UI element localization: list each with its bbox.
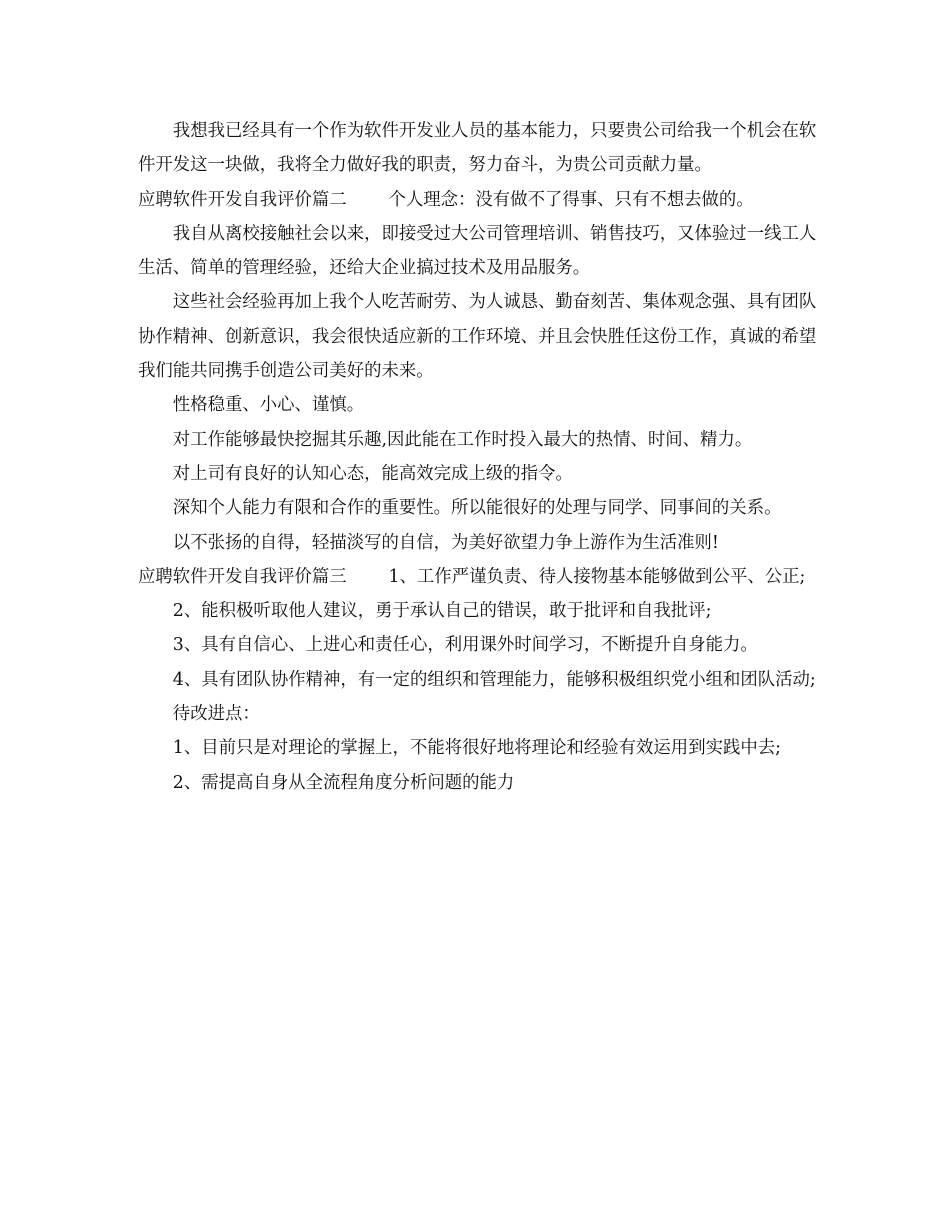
list-item-2: 2、能积极听取他人建议，勇于承认自己的错误，敢于批评和自我批评; — [172, 601, 712, 622]
paragraph-personality: 性格稳重、小心、谨慎。 — [172, 395, 365, 416]
improvement-heading: 待改进点： — [172, 704, 260, 725]
document-body — [138, 114, 828, 800]
improvement-item-2: 2、需提高自身从全流程角度分析问题的能力 — [172, 772, 515, 793]
paragraph-cooperation: 深知个人能力有限和合作的重要性。所以能很好的处理与同学、同事间的关系。 — [172, 498, 782, 519]
section-two-philosophy: 个人理念：没有做不了得事、只有不想去做的。 — [388, 189, 754, 210]
section-heading-three: 应聘软件开发自我评价篇三 — [138, 566, 347, 587]
paragraph-experience: 我自从离校接触社会以来，即接受过大公司管理培训、销售技巧，又体验过一线工人生活、简单的管理经验，还给大企业搞过技术及用品服务。 — [138, 223, 817, 279]
paragraph-qualities: 这些社会经验再加上我个人吃苦耐劳、为人诚恳、勤奋刻苦、集体观念强、具有团队协作精神、创新意识，我会很快适应新的工作环境、并且会快胜任这份工作，真诚的希望我们能共同携手创造公司美好的未来。 — [138, 292, 817, 382]
section-three-item-1: 1、工作严谨负责、待人接物基本能够做到公平、公正; — [388, 566, 806, 587]
section-heading-two: 应聘软件开发自我评价篇二 — [138, 189, 347, 210]
paragraph-closing-statement: 我想我已经具有一个作为软件开发业人员的基本能力，只要贵公司给我一个机会在软件开发这一块做，我将全力做好我的职责，努力奋斗，为贵公司贡献力量。 — [138, 121, 817, 176]
paragraph-life-principle: 以不张扬的自得，轻描淡写的自信，为美好欲望力争上游作为生活准则! — [172, 532, 719, 553]
list-item-3: 3、具有自信心、上进心和责任心，利用课外时间学习，不断提升自身能力。 — [172, 635, 758, 656]
paragraph-work-attitude: 对工作能够最快挖掘其乐趣,因此能在工作时投入最大的热情、时间、精力。 — [172, 429, 753, 450]
paragraph-section-three — [138, 560, 828, 594]
improvement-item-1: 1、目前只是对理论的掌握上，不能将很好地将理论和经验有效运用到实践中去; — [172, 738, 782, 759]
paragraph-superior-attitude: 对上司有良好的认知心态，能高效完成上级的指令。 — [172, 463, 573, 484]
paragraph-section-two — [138, 183, 828, 217]
list-item-4: 4、具有团队协作精神，有一定的组织和管理能力，能够积极组织党小组和团队活动; — [172, 669, 816, 690]
